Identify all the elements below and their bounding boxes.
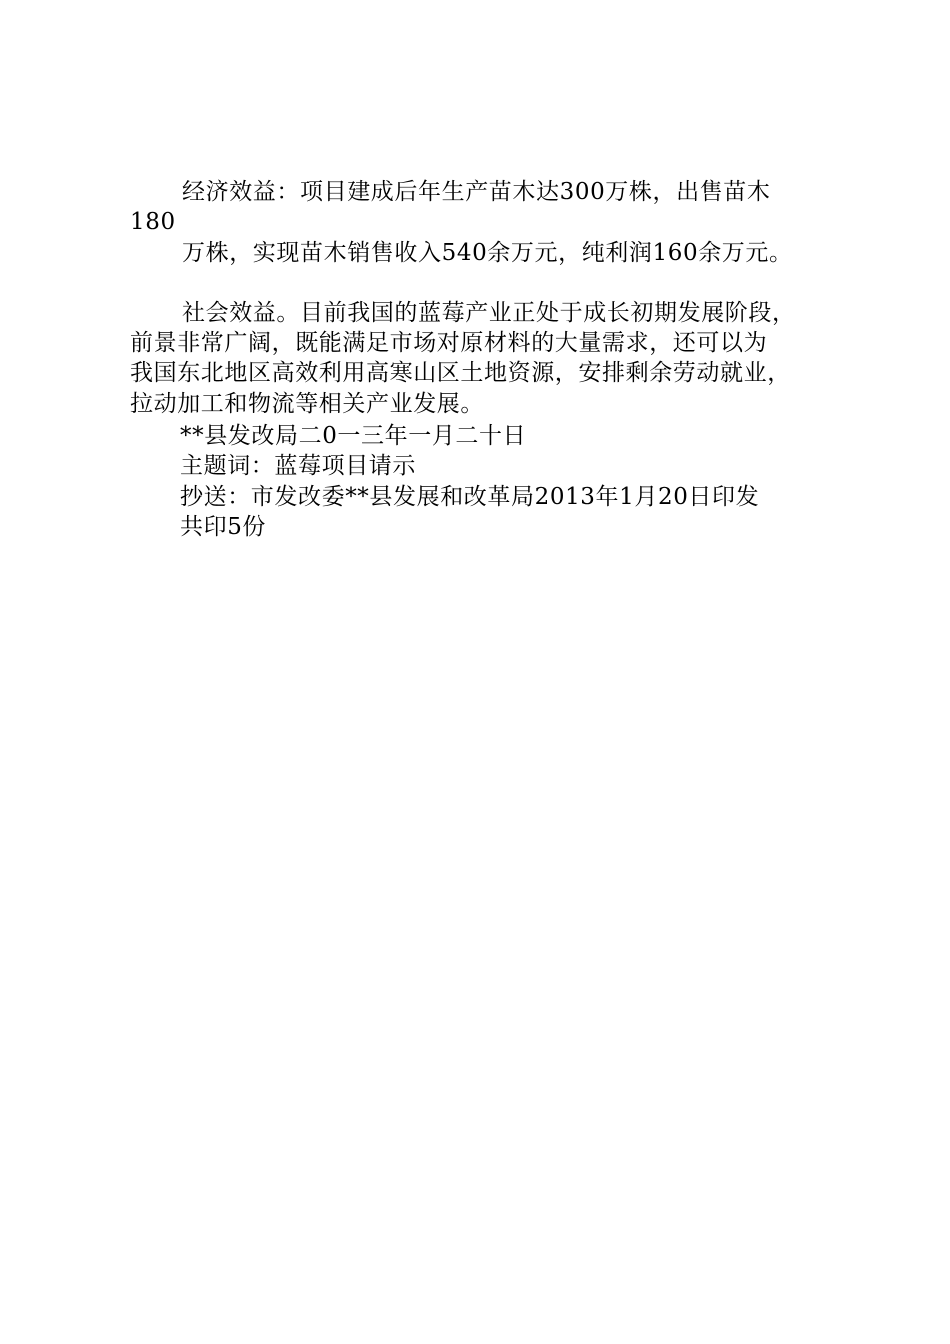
social-benefit-line-2: 前景非常广阔，既能满足市场对原材料的大量需求，还可以为 (130, 330, 768, 356)
keywords-line: 主题词：蓝莓项目请示 (180, 453, 416, 479)
social-benefit-line-3: 我国东北地区高效利用高寒山区土地资源，安排剩余劳动就业， (130, 360, 791, 386)
economic-benefit-line-3: 万株，实现苗木销售收入540余万元，纯利润160余万元。 (182, 240, 793, 266)
signature-date: **县发改局二0一三年一月二十日 (180, 423, 527, 449)
social-benefit-line-4: 拉动加工和物流等相关产业发展。 (130, 391, 484, 417)
economic-benefit-line-1: 经济效益：项目建成后年生产苗木达300万株，出售苗木 (182, 179, 771, 205)
cc-line: 抄送：市发改委**县发展和改革局2013年1月20日印发 (180, 484, 760, 510)
copies-line: 共印5份 (180, 514, 267, 540)
economic-benefit-line-2: 180 (130, 209, 176, 235)
social-benefit-line-1: 社会效益。目前我国的蓝莓产业正处于成长初期发展阶段， (182, 300, 796, 326)
